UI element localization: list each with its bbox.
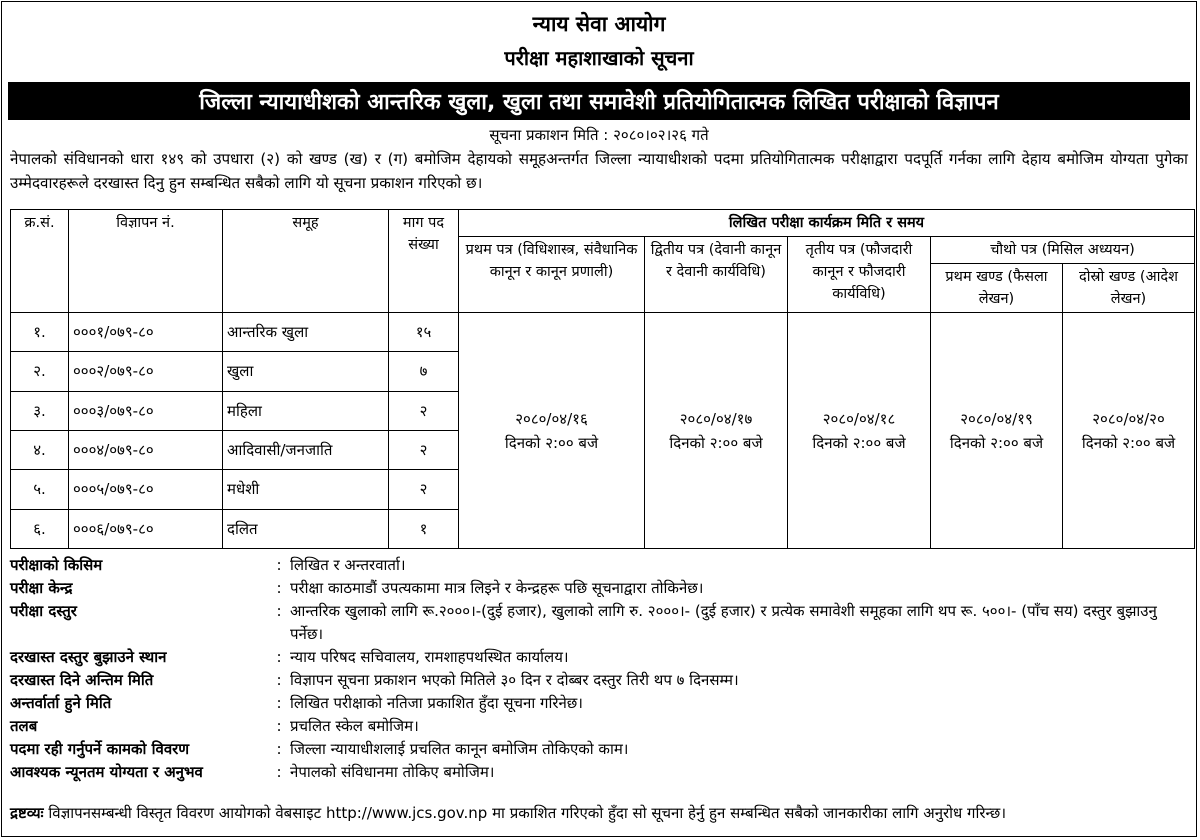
row-posts: ७ bbox=[389, 352, 459, 391]
row-group: आन्तरिक खुला bbox=[223, 313, 389, 352]
org-name: न्याय सेवा आयोग bbox=[532, 12, 666, 36]
publish-date: सूचना प्रकाशन मिति : २०८०।०२।२६ गते bbox=[489, 126, 709, 144]
row-group: महिला bbox=[223, 391, 389, 430]
row-adv-no: ०००४/०७९-८० bbox=[69, 430, 223, 469]
detail-row: परीक्षा केन्द्र : परीक्षा काठमाडौं उपत्यकामा मात्र लिइने र केन्द्रहरू पछि सूचनाद्वारा तोकिनेछ। bbox=[10, 577, 1194, 600]
schedule-paper-4-part-2 bbox=[1063, 313, 1195, 549]
detail-row: तलब : प्रचलित स्केल बमोजिम। bbox=[10, 715, 1194, 738]
detail-label: दरखास्त दिने अन्तिम मिति bbox=[10, 671, 154, 689]
row-posts: २ bbox=[389, 470, 459, 509]
row-group: मधेशी bbox=[223, 470, 389, 509]
header-paper-4: चौथो पत्र (मिसिल अध्ययन) bbox=[931, 237, 1195, 264]
schedule-date: २०८०/०४/१६ bbox=[515, 409, 588, 428]
schedule-time: दिनको २:०० बजे bbox=[504, 433, 599, 452]
row-adv-no: ०००५/०७९-८० bbox=[69, 470, 223, 509]
row-group: आदिवासी/जनजाति bbox=[223, 430, 389, 469]
schedule-paper-2 bbox=[645, 313, 788, 549]
detail-row: आवश्यक न्यूनतम योग्यता र अनुभव : नेपालको संविधानमा तोकिए बमोजिम। bbox=[10, 761, 1194, 784]
header-paper-4-part-1: प्रथम खण्ड (फैसला लेखन) bbox=[931, 264, 1063, 313]
detail-label: दरखास्त दस्तुर बुझाउने स्थान bbox=[10, 648, 167, 666]
schedule-paper-4-part-1 bbox=[931, 313, 1063, 549]
section-name: परीक्षा महाशाखाको सूचना bbox=[504, 46, 694, 70]
row-sn: १. bbox=[11, 313, 69, 352]
detail-label: परीक्षा केन्द्र bbox=[10, 579, 73, 597]
detail-row: अन्तर्वार्ता हुने मिति : लिखित परीक्षाको नतिजा प्रकाशित हुँदा सूचना गरिनेछ। bbox=[10, 692, 1194, 715]
table-row bbox=[11, 313, 1195, 352]
row-sn: ६. bbox=[11, 509, 69, 548]
detail-label: अन्तर्वार्ता हुने मिति bbox=[10, 694, 112, 712]
footnote-label: द्रष्टव्यः bbox=[10, 804, 44, 822]
row-posts: २ bbox=[389, 430, 459, 469]
row-posts: १ bbox=[389, 509, 459, 548]
detail-label: पदमा रही गर्नुपर्ने कामको विवरण bbox=[10, 740, 190, 758]
notice-title: जिल्ला न्यायाधीशको आन्तरिक खुला, खुला तथा समावेशी प्रतियोगितात्मक लिखित परीक्षाको विज्ञापन bbox=[199, 90, 999, 115]
detail-value: प्रचलित स्केल बमोजिम। bbox=[290, 717, 419, 735]
row-sn: ३. bbox=[11, 391, 69, 430]
detail-value: लिखित परीक्षाको नतिजा प्रकाशित हुँदा सूचना गरिनेछ। bbox=[290, 694, 583, 712]
detail-label: परीक्षाको किसिम bbox=[10, 556, 103, 574]
row-sn: ४. bbox=[11, 430, 69, 469]
schedule-time: दिनको २:०० बजे bbox=[1081, 433, 1176, 452]
header-paper-3: तृतीय पत्र (फौजदारी कानून र फौजदारी कार्यविधि) bbox=[788, 237, 931, 313]
header-group: समूह bbox=[223, 210, 389, 313]
detail-row: दरखास्त दिने अन्तिम मिति : विज्ञापन सूचना प्रकाशन भएको मितिले ३० दिन र दोब्बर दस्तुर तिरी थप ७ दिनसम्म। bbox=[10, 669, 1194, 692]
schedule-time: दिनको २:०० बजे bbox=[949, 433, 1044, 452]
footnote bbox=[10, 802, 1188, 824]
row-sn: २. bbox=[11, 352, 69, 391]
detail-value: नेपालको संविधानमा तोकिए बमोजिम। bbox=[290, 763, 495, 781]
header-posts: माग पद संख्या bbox=[389, 210, 459, 313]
exam-schedule-table bbox=[10, 209, 1195, 549]
header-paper-2: द्वितीय पत्र (देवानी कानून र देवानी कार्यविधि) bbox=[645, 237, 788, 313]
notice-frame bbox=[1, 1, 1197, 837]
schedule-date: २०८०/०४/२० bbox=[1092, 409, 1165, 428]
detail-label: परीक्षा दस्तुर bbox=[10, 602, 77, 620]
detail-row: परीक्षाको किसिम : लिखित र अन्तरवार्ता। bbox=[10, 554, 1194, 577]
detail-value: आन्तरिक खुलाको लागि रू.२०००।-(दुई हजार), खुलाको लागि रु. २०००।- (दुई हजार) र प्रत्येक समावेशी समूहका लागि थप रू. ५००।- (पाँच सय) दस्तुर बुझाउनु पर्नेछ। bbox=[290, 602, 1157, 643]
detail-row: पदमा रही गर्नुपर्ने कामको विवरण : जिल्ला न्यायाधीशलाई प्रचलित कानून बमोजिम तोकिएको काम। bbox=[10, 738, 1194, 761]
detail-value: परीक्षा काठमाडौं उपत्यकामा मात्र लिइने र केन्द्रहरू पछि सूचनाद्वारा तोकिनेछ। bbox=[290, 579, 704, 597]
footnote-text: विज्ञापनसम्बन्धी विस्तृत विवरण आयोगको वेबसाइट http://www.jcs.gov.np मा प्रकाशित गरिएको हुँदा सो सूचना हेर्नु हुन सम्बन्धित सबैको जानकारीका लागि अनुरोध गरिन्छ। bbox=[48, 804, 1007, 822]
row-group: खुला bbox=[223, 352, 389, 391]
schedule-paper-1 bbox=[459, 313, 645, 549]
detail-row: दरखास्त दस्तुर बुझाउने स्थान : न्याय परिषद सचिवालय, रामशाहपथस्थित कार्यालय। bbox=[10, 646, 1194, 669]
row-sn: ५. bbox=[11, 470, 69, 509]
header-schedule: लिखित परीक्षा कार्यक्रम मिति र समय bbox=[459, 210, 1195, 237]
row-posts: १५ bbox=[389, 313, 459, 352]
detail-label: तलब bbox=[10, 717, 38, 735]
row-adv-no: ०००२/०७९-८० bbox=[69, 352, 223, 391]
schedule-time: दिनको २:०० बजे bbox=[812, 433, 906, 452]
header-sn: क्र.सं. bbox=[11, 210, 69, 313]
header-paper-4-part-2: दोस्रो खण्ड (आदेश लेखन) bbox=[1063, 264, 1195, 313]
notice-title-banner bbox=[8, 82, 1190, 120]
row-adv-no: ०००३/०७९-८० bbox=[69, 391, 223, 430]
row-group: दलित bbox=[223, 509, 389, 548]
detail-label: आवश्यक न्यूनतम योग्यता र अनुभव bbox=[10, 763, 203, 781]
detail-value: न्याय परिषद सचिवालय, रामशाहपथस्थित कार्यालय। bbox=[290, 648, 569, 666]
schedule-date: २०८०/०४/१८ bbox=[822, 409, 896, 428]
row-adv-no: ०००१/०७९-८० bbox=[69, 313, 223, 352]
header-adv-no: विज्ञापन नं. bbox=[69, 210, 223, 313]
intro-paragraph: नेपालको संविधानको धारा १४९ को उपधारा (२) को खण्ड (ख) र (ग) बमोजिम देहायको समूहअन्तर्गत जिल्ला न्यायाधीशको पदमा प्रतियोगितात्मक परीक्षाद्वारा पदपूर्ति गर्नका लागि देहाय बमोजिम योग्यता पुगेका उम्मेदवारहरूले दरखास्त दिनु हुन सम्बन्धित सबैको लागि यो सूचना प्रकाशन गरिएको छ। bbox=[10, 150, 1188, 192]
row-adv-no: ०००६/०७९-८० bbox=[69, 509, 223, 548]
schedule-date: २०८०/०४/१७ bbox=[679, 409, 753, 428]
row-posts: २ bbox=[389, 391, 459, 430]
exam-details bbox=[10, 554, 1194, 784]
schedule-time: दिनको २:०० बजे bbox=[669, 433, 763, 452]
schedule-date: २०८०/०४/१९ bbox=[960, 409, 1033, 428]
detail-value: विज्ञापन सूचना प्रकाशन भएको मितिले ३० दिन र दोब्बर दस्तुर तिरी थप ७ दिनसम्म। bbox=[290, 671, 739, 689]
detail-row: परीक्षा दस्तुर : आन्तरिक खुलाको लागि रू.२०००।-(दुई हजार), खुलाको लागि रु. २०००।- (दुई हजार) र प्रत्येक समावेशी समूहका लागि थप रू. ५००।- (पाँच सय) दस्तुर बुझाउनु पर्नेछ। bbox=[10, 600, 1194, 646]
schedule-paper-3 bbox=[788, 313, 931, 549]
detail-value: लिखित र अन्तरवार्ता। bbox=[290, 556, 406, 574]
detail-value: जिल्ला न्यायाधीशलाई प्रचलित कानून बमोजिम तोकिएको काम। bbox=[290, 740, 629, 758]
header-paper-1: प्रथम पत्र (विधिशास्त्र, संवैधानिक कानून र कानून प्रणाली) bbox=[459, 237, 645, 313]
